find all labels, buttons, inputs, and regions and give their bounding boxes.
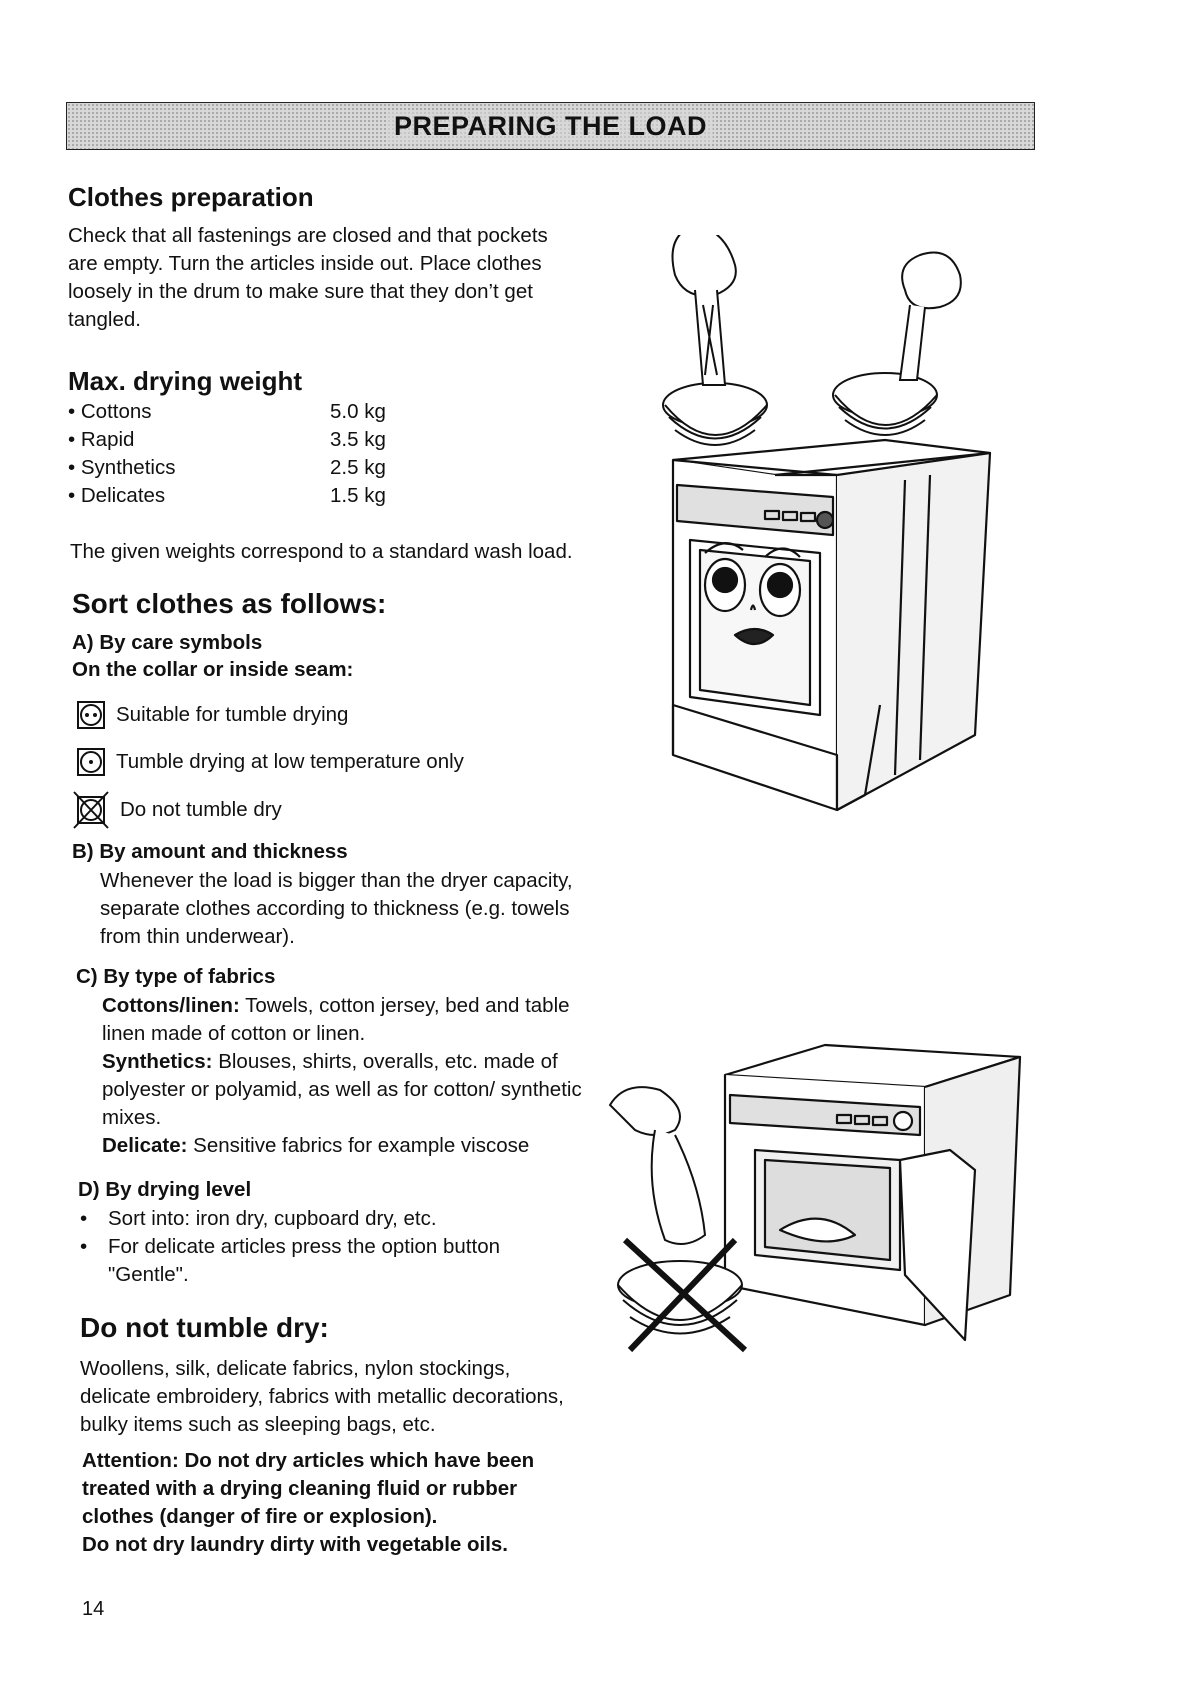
- text-line: linen made of cotton or linen.: [102, 1022, 366, 1045]
- list-item: • For delicate articles press the option button: [80, 1235, 500, 1258]
- text-line: [102, 1048, 622, 1076]
- care-symbol-row: [72, 790, 282, 830]
- weight-row: [68, 428, 408, 456]
- weight-program: • Synthetics: [68, 456, 176, 479]
- fabric-text: Towels, cotton jersey, bed and table: [239, 994, 570, 1017]
- page-number: 14: [82, 1598, 105, 1620]
- text-line: from thin underwear).: [100, 925, 295, 948]
- fabric-label: Cottons/linen:: [102, 994, 240, 1017]
- sort-c-text: [102, 992, 622, 1160]
- sort-b-text: [100, 867, 620, 951]
- weight-note: The given weights correspond to a standard wash load.: [70, 540, 573, 563]
- care-symbol-label: Suitable for tumble drying: [116, 703, 349, 726]
- weight-row: [68, 400, 408, 428]
- care-symbol-row: [76, 700, 348, 730]
- attention-note: [82, 1447, 642, 1559]
- fabric-text: Sensitive fabrics for example viscose: [187, 1134, 530, 1157]
- max-weight-heading: Max. drying weight: [68, 366, 303, 396]
- weight-program: • Cottons: [68, 400, 152, 423]
- clothes-prep-text: [68, 222, 628, 334]
- care-symbol-label: Tumble drying at low temperature only: [116, 750, 464, 773]
- do-not-text: [80, 1355, 620, 1439]
- sort-b-title: B) By amount and thickness: [72, 840, 348, 863]
- fabric-label: Synthetics:: [102, 1050, 213, 1073]
- text-line: Attention: Do not dry articles which have been: [82, 1449, 535, 1472]
- sort-heading: Sort clothes as follows:: [72, 588, 387, 619]
- text-line: Do not dry laundry dirty with vegetable oils.: [82, 1533, 509, 1556]
- weight-row: [68, 456, 408, 484]
- clothes-prep-heading: Clothes preparation: [68, 182, 314, 212]
- weight-value: 2.5 kg: [330, 456, 386, 479]
- text-line: mixes.: [102, 1106, 162, 1129]
- do-not-heading: Do not tumble dry:: [80, 1312, 329, 1343]
- sort-c-title: C) By type of fabrics: [76, 965, 276, 988]
- text-line: delicate embroidery, fabrics with metallic decorations,: [80, 1385, 564, 1408]
- sort-d-list: [80, 1205, 600, 1289]
- weight-program: • Delicates: [68, 484, 166, 507]
- text-line: Whenever the load is bigger than the dryer capacity,: [100, 869, 573, 892]
- weight-program: • Rapid: [68, 428, 135, 451]
- sort-a-title: A) By care symbols: [72, 631, 263, 654]
- section-title: PREPARING THE LOAD: [388, 111, 713, 142]
- fabric-label: Delicate:: [102, 1134, 188, 1157]
- text-line: clothes (danger of fire or explosion).: [82, 1505, 438, 1528]
- text-line: [102, 992, 622, 1020]
- sort-d-title: D) By drying level: [78, 1178, 252, 1201]
- list-item: • Sort into: iron dry, cupboard dry, etc.: [80, 1207, 437, 1230]
- text-line: are empty. Turn the articles inside out. Place clothes: [68, 252, 542, 275]
- text-line: loosely in the drum to make sure that they don’t get: [68, 280, 533, 303]
- text-line: polyester or polyamid, as well as for cotton/ synthetic: [102, 1078, 582, 1101]
- dryer-face-illustration: [655, 235, 995, 835]
- tumble-dry-normal-icon: [76, 700, 106, 730]
- tumble-dry-low-icon: [76, 747, 106, 777]
- section-banner: [66, 102, 1035, 150]
- text-line: Woollens, silk, delicate fabrics, nylon stockings,: [80, 1357, 511, 1380]
- fabric-text: Blouses, shirts, overalls, etc. made of: [212, 1050, 558, 1073]
- text-line: bulky items such as sleeping bags, etc.: [80, 1413, 436, 1436]
- text-line: tangled.: [68, 308, 141, 331]
- text-line: separate clothes according to thickness (e.g. towels: [100, 897, 570, 920]
- do-not-tumble-dry-icon: [72, 790, 110, 830]
- weight-value: 1.5 kg: [330, 484, 386, 507]
- care-symbol-row: [76, 747, 464, 777]
- weight-value: 5.0 kg: [330, 400, 386, 423]
- dryer-open-illustration: [605, 1035, 1035, 1355]
- weight-value: 3.5 kg: [330, 428, 386, 451]
- sort-a-subtitle: On the collar or inside seam:: [72, 658, 354, 681]
- text-line: "Gentle".: [108, 1263, 189, 1286]
- text-line: [102, 1132, 622, 1160]
- text-line: treated with a drying cleaning fluid or rubber: [82, 1477, 518, 1500]
- weight-row: [68, 484, 408, 512]
- care-symbol-label: Do not tumble dry: [120, 798, 282, 821]
- text-line: Check that all fastenings are closed and that pockets: [68, 224, 548, 247]
